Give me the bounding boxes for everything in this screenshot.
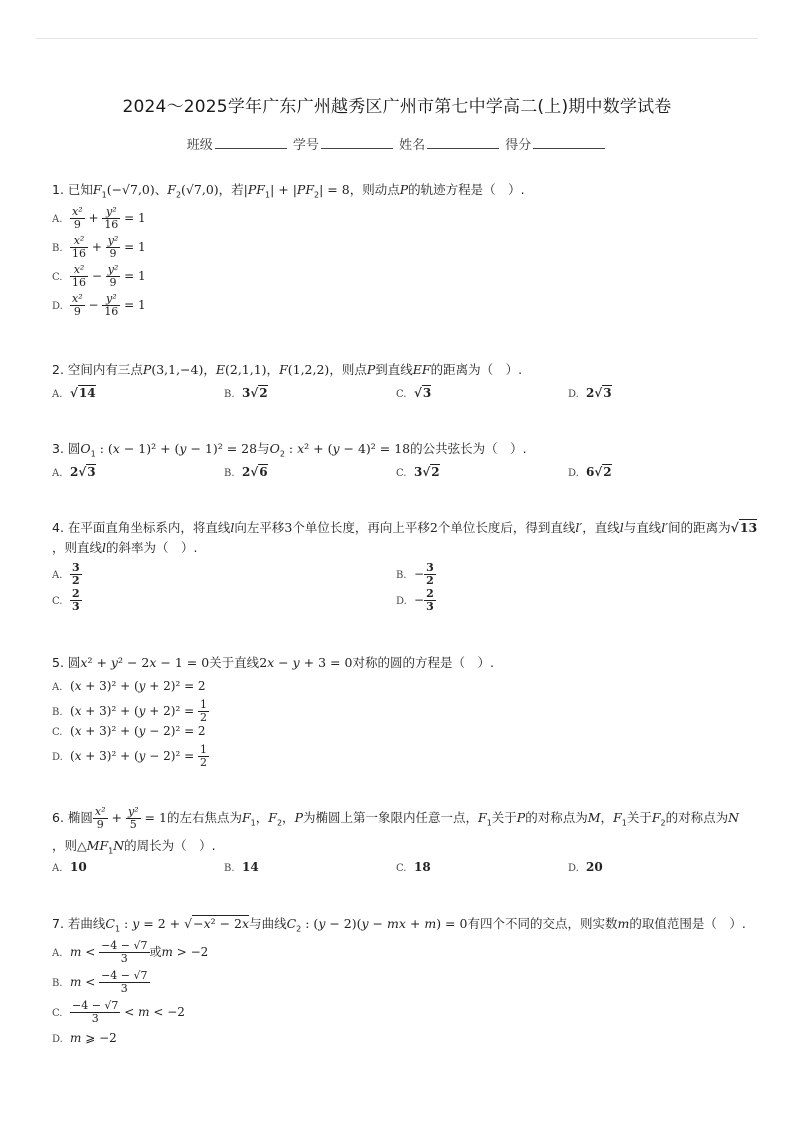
class-blank[interactable]: [215, 136, 287, 149]
question-2-stem: 2. 空间内有三点P(3,1,−4)，E(2,1,1)，F(1,2,2)，则点P到直线EF的距离为（ ）.: [52, 362, 523, 377]
question-2-option-c[interactable]: C. √3: [396, 386, 432, 400]
score-blank[interactable]: [533, 136, 605, 149]
question-6-option-d[interactable]: D. 20: [568, 860, 603, 874]
question-1-option-d[interactable]: D. $\frac{\text{x²}}{9}$ − $\frac{\text{y²}}{16}$ = 1: [52, 292, 146, 318]
question-4-option-a[interactable]: A. $\frac{3}{2}$: [52, 561, 80, 587]
question-7-option-b[interactable]: B. m < $\frac{-4 - √7}{3}$: [52, 969, 148, 995]
question-5-option-c[interactable]: C. (x + 3)² + (y − 2)² = 2: [52, 724, 206, 738]
question-4-option-d[interactable]: D. − $\frac{2}{3}$: [396, 587, 434, 613]
question-1-stem: 1. 已知$F_1(-√7,0)$、$F_2(√7,0)$，若$|PF_1| + |PF_2| = 8$，则动点P的轨迹方程是（ ）.: [52, 182, 525, 200]
question-6-stem: 6. 椭圆 $\frac{\text{x²}}{9}$ + $\frac{\text{y²}}{5}$ = 1的左右焦点为$F_1$，$F_2$，P为椭圆上第一象限内任意一点，$F_1$关于P的对称点为M，$F_1$关于$F_2$的对称点为N: [52, 805, 740, 831]
question-3-stem: 3. 圆$O_1$ : (x − 1)² + (y − 1)² = 28与$O_2$ : x² + (y − 4)² = 18的公共弦长为（ ）.: [52, 441, 527, 459]
question-7-option-c[interactable]: C. $\frac{-4 - √7}{3}$ < m < −2: [52, 999, 185, 1025]
question-5-option-a[interactable]: A. (x + 3)² + (y + 2)² = 2: [52, 679, 206, 693]
question-6-stem-cont: ，则$\triangle MF_1N$的周长为（ ）.: [52, 838, 216, 856]
question-5-stem: 5. 圆x² + y² − 2x − 1 = 0关于直线2x − y + 3 = 0对称的圆的方程是（ ）.: [52, 655, 494, 670]
question-6-option-c[interactable]: C. 18: [396, 860, 431, 874]
question-2-option-d[interactable]: D. 2√3: [568, 386, 612, 400]
question-7-option-a[interactable]: A. m < $\frac{-4 - √7}{3}$ 或m > −2: [52, 939, 209, 965]
name-blank[interactable]: [427, 136, 499, 149]
question-3-option-b[interactable]: B. 2√6: [224, 465, 268, 479]
question-7-option-d[interactable]: D. m ⩾ −2: [52, 1031, 117, 1045]
question-5-option-b[interactable]: B. (x + 3)² + (y + 2)² = $\frac{1}{2}$: [52, 698, 207, 724]
id-label: 学号: [292, 138, 319, 153]
question-5-option-d[interactable]: D. (x + 3)² + (y − 2)² = $\frac{1}{2}$: [52, 743, 207, 769]
id-blank[interactable]: [321, 136, 393, 149]
question-4-option-c[interactable]: C. $\frac{2}{3}$: [52, 587, 80, 613]
question-1-option-a[interactable]: A. $\frac{\text{x²}}{9}$ + $\frac{\text{y²}}{16}$ = 1: [52, 205, 146, 231]
page-title: 2024～2025学年广东广州越秀区广州市第七中学高二(上)期中数学试卷: [122, 97, 672, 117]
question-1-option-b[interactable]: B. $\frac{\text{x²}}{16}$ + $\frac{\text{y²}}{9}$ = 1: [52, 234, 146, 260]
question-4-stem: 4. 在平面直角坐标系内，将直线l向左平移3个单位长度，再向上平移2个单位长度后，得到直线l′，直线l与直线l′间的距离为√13: [52, 520, 758, 535]
name-label: 姓名: [399, 138, 426, 153]
student-info-line: [0, 134, 794, 153]
question-4-stem-cont: ，则直线l的斜率为（ ）.: [52, 540, 198, 555]
score-label: 得分: [505, 138, 532, 153]
question-3-option-c[interactable]: C. 3√2: [396, 465, 440, 479]
question-1-option-c[interactable]: C. $\frac{\text{x²}}{16}$ − $\frac{\text{y²}}{9}$ = 1: [52, 263, 146, 289]
question-2-option-a[interactable]: A. √14: [52, 386, 96, 400]
question-6-option-b[interactable]: B. 14: [224, 860, 259, 874]
question-3-option-a[interactable]: A. 2√3: [52, 465, 96, 479]
question-3-option-d[interactable]: D. 6√2: [568, 465, 612, 479]
header-rule: [36, 38, 758, 39]
question-7-stem: 7. 若曲线$C_1$ : y = 2 + √−x² − 2x与曲线$C_2$ : (y − 2)(y − mx + m) = 0有四个不同的交点，则实数m的取值范围是（ ）.: [52, 916, 746, 934]
question-6-option-a[interactable]: A. 10: [52, 860, 87, 874]
class-label: 班级: [186, 138, 213, 153]
question-4-option-b[interactable]: B. − $\frac{3}{2}$: [396, 561, 434, 587]
question-2-option-b[interactable]: B. 3√2: [224, 386, 268, 400]
